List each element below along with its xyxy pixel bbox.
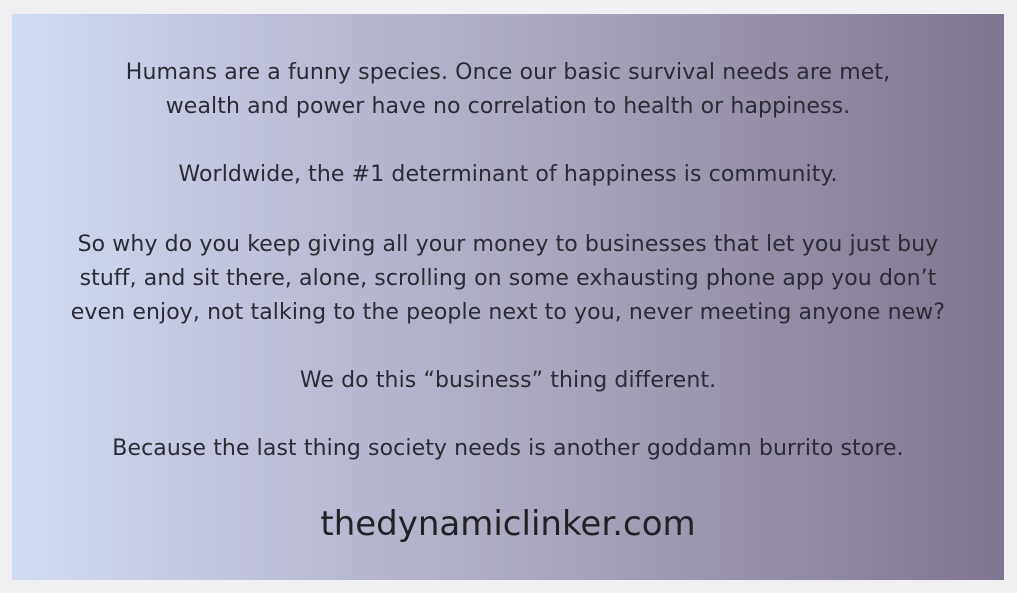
burrito-line: Because the last thing society needs is another goddamn burrito store. — [112, 436, 904, 461]
paragraph-intro — [12, 56, 1004, 124]
question-line-1: So why do you keep giving all your money to businesses that let you just buy — [77, 232, 939, 257]
paragraph-community — [12, 158, 1004, 192]
intro-line-1: Humans are a funny species. Once our basic survival needs are met, — [125, 60, 891, 85]
paragraph-business — [12, 364, 1004, 398]
website-url: thedynamiclinker.com — [320, 504, 696, 544]
paragraph-question — [12, 228, 1004, 330]
question-line-2: stuff, and sit there, alone, scrolling on some exhausting phone app you don’t — [79, 266, 937, 291]
intro-line-2: wealth and power have no correlation to health or happiness. — [165, 94, 851, 119]
message-card — [12, 14, 1004, 580]
paragraph-burrito — [12, 432, 1004, 466]
community-line: Worldwide, the #1 determinant of happiness is community. — [178, 162, 838, 187]
business-line: We do this “business” thing different. — [299, 368, 717, 393]
question-line-3: even enjoy, not talking to the people next to you, never meeting anyone new? — [70, 300, 946, 325]
